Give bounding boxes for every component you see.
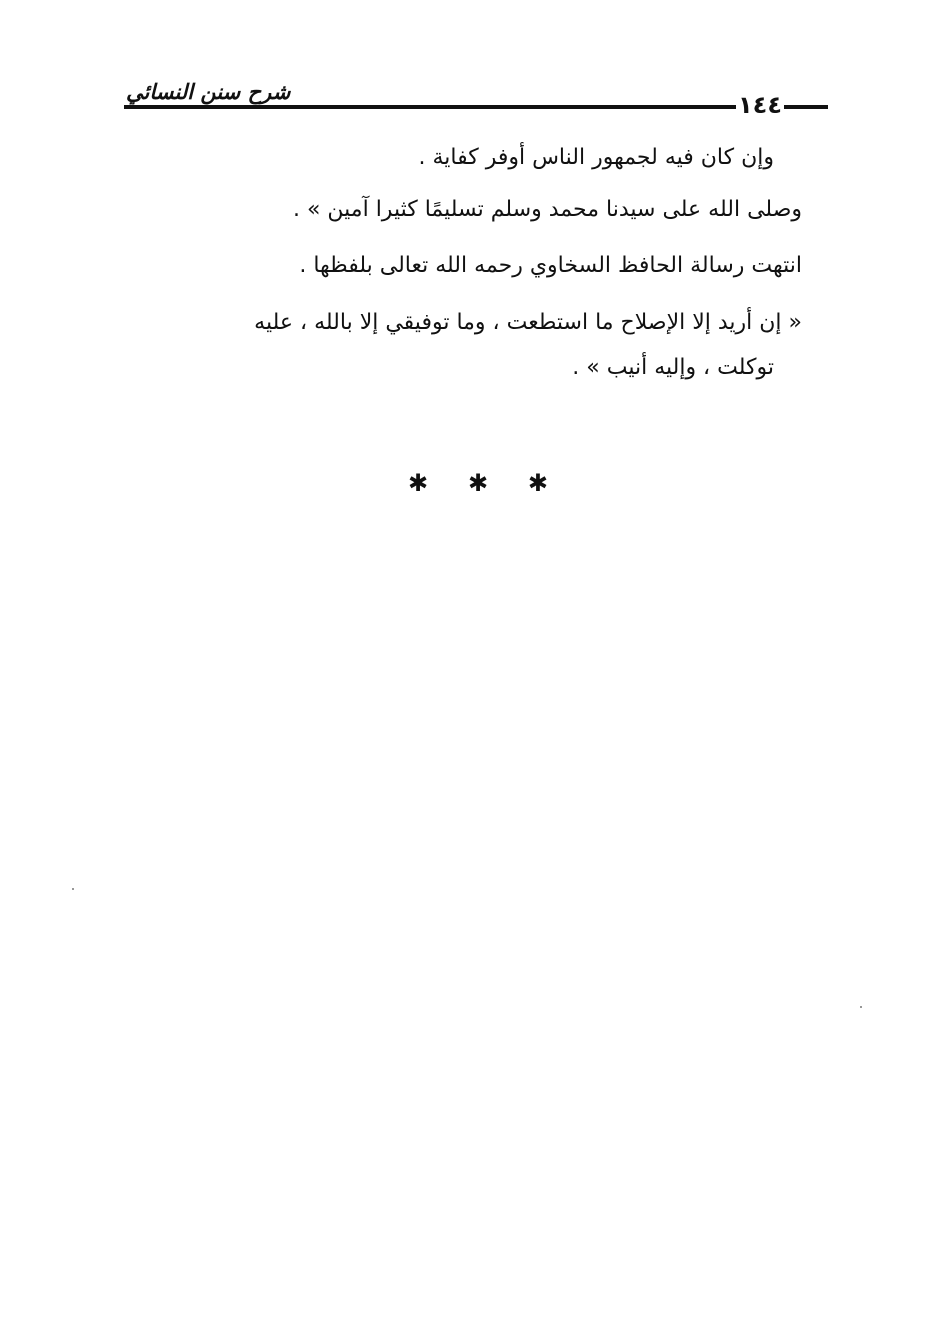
header-rule — [124, 105, 736, 109]
page-header — [124, 72, 829, 120]
separator-star-icon: ✱ — [467, 469, 489, 497]
paragraph-4-line-2: توكلت ، وإليه أنيب » . — [572, 355, 774, 380]
paragraph-4-line-1: « إن أريد إلا الإصلاح ما استطعت ، وما توفيقي إلا بالله ، عليه — [254, 310, 802, 335]
section-separator — [408, 468, 548, 498]
separator-star-icon: ✱ — [408, 469, 429, 497]
paragraph-4 — [100, 300, 802, 390]
page-number: ١٤٤ — [738, 91, 782, 119]
paragraph-1: وإن كان فيه لجمهور الناس أوفر كفاية . — [418, 145, 774, 170]
header-rule-end — [784, 105, 828, 109]
scan-speck — [860, 1006, 862, 1008]
running-head-title: شرح سنن النسائي — [126, 80, 291, 104]
body-text — [120, 138, 802, 390]
paragraph-3: انتهت رسالة الحافظ السخاوي رحمه الله تعالى بلفظها . — [299, 253, 802, 278]
separator-star-icon: ✱ — [527, 469, 548, 497]
paragraph-2: وصلى الله على سيدنا محمد وسلم تسليمًا كثيرا آمين » . — [292, 197, 802, 222]
scan-speck — [72, 888, 74, 890]
